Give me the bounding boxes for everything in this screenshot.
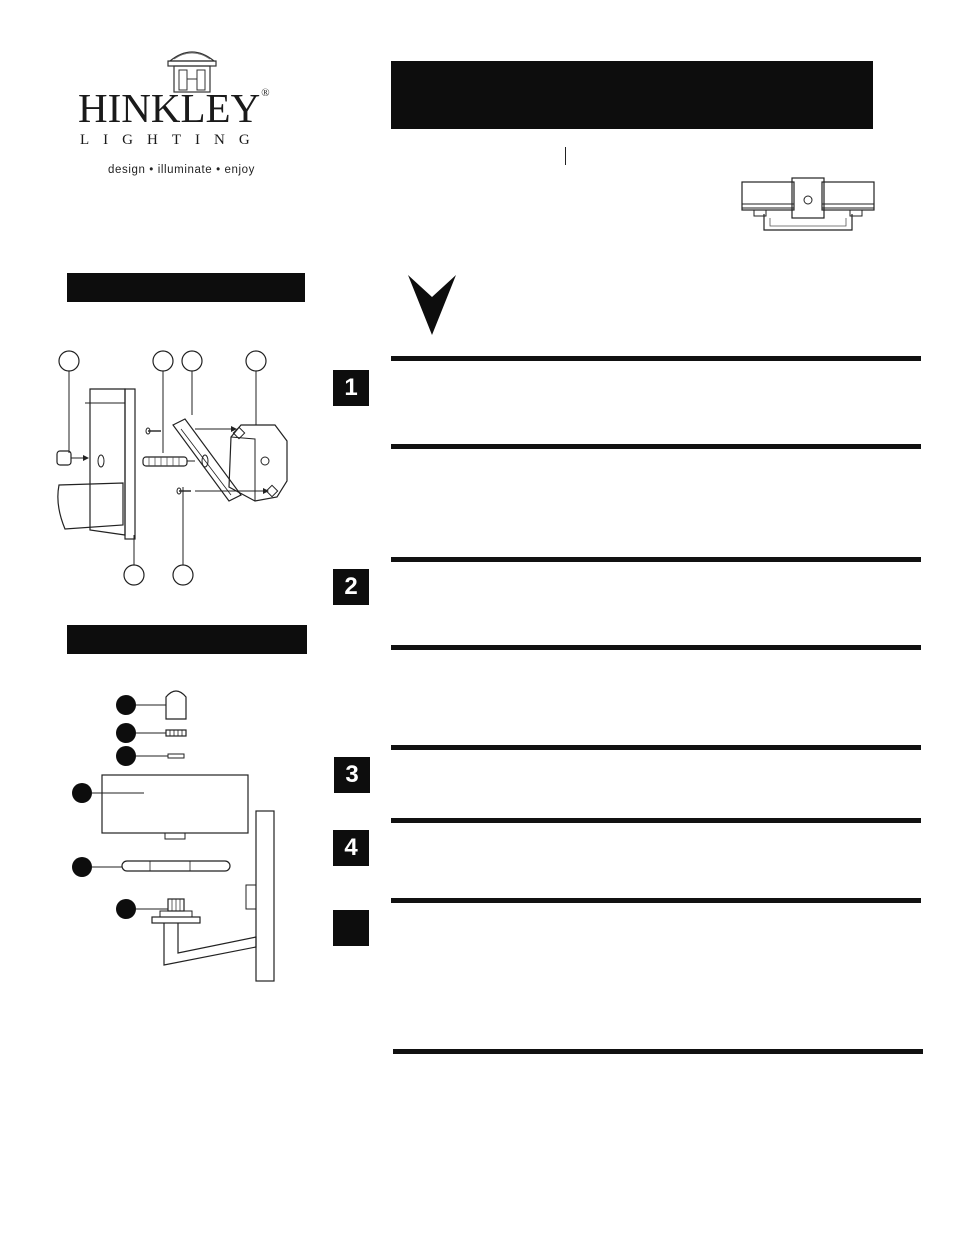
brand-logo xyxy=(70,40,310,190)
parts-diagram xyxy=(70,685,310,985)
step-5-badge xyxy=(333,910,369,946)
brand-subtitle: LIGHTING xyxy=(80,132,264,148)
rule-5 xyxy=(391,745,921,750)
rule-4 xyxy=(391,645,921,650)
rule-2 xyxy=(391,444,921,449)
section-bar-mounting xyxy=(67,273,305,302)
step-4-badge: 4 xyxy=(333,830,369,866)
registered-mark: ® xyxy=(261,87,270,99)
rule-6 xyxy=(391,818,921,823)
rule-8 xyxy=(393,1049,923,1054)
step-2-badge: 2 xyxy=(333,569,369,605)
step-3-badge: 3 xyxy=(334,757,370,793)
rule-7 xyxy=(391,898,921,903)
rule-3 xyxy=(391,557,921,562)
mounting-diagram xyxy=(45,345,305,585)
rule-1 xyxy=(391,356,921,361)
separator-tick xyxy=(565,147,566,165)
fixture-thumbnail-icon xyxy=(740,178,880,238)
brand-name: HINKLEY xyxy=(78,85,261,131)
down-arrow-icon xyxy=(408,275,458,337)
title-bar xyxy=(391,61,873,129)
section-bar-parts xyxy=(67,625,307,654)
step-1-badge: 1 xyxy=(333,370,369,406)
brand-tagline: design • illuminate • enjoy xyxy=(108,164,255,176)
